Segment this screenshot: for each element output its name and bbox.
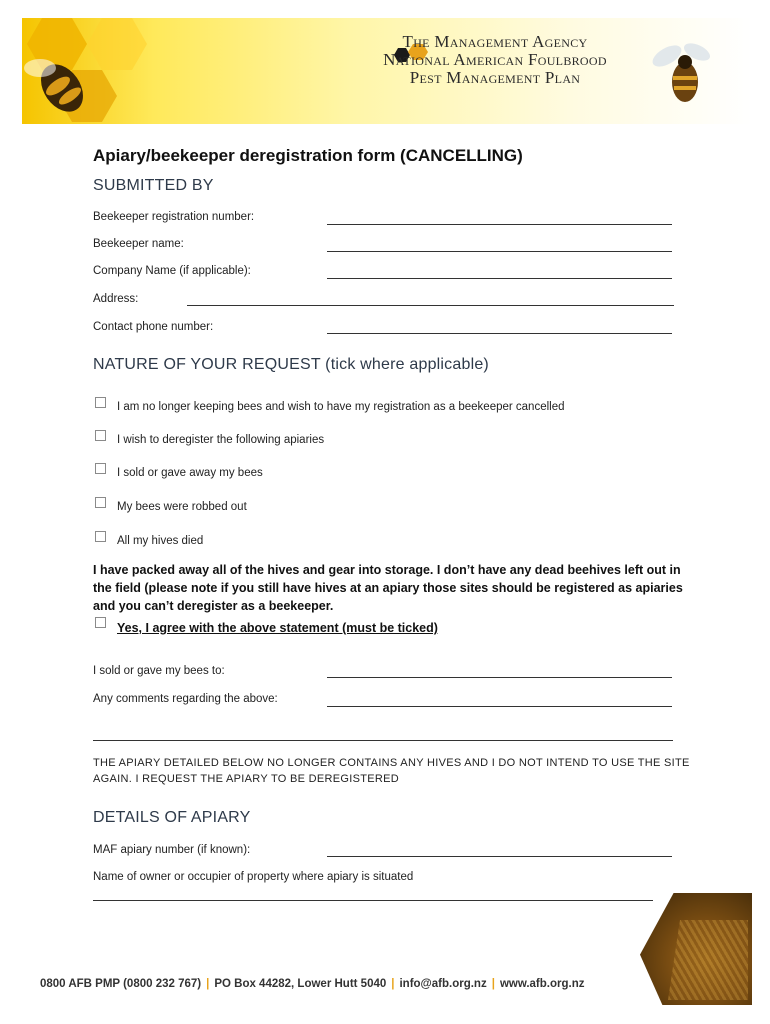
registration-number-input[interactable]	[327, 224, 672, 225]
field-label-company-name: Company Name (if applicable):	[93, 265, 251, 277]
beekeeper-name-input[interactable]	[327, 251, 672, 252]
maf-number-input[interactable]	[327, 856, 672, 857]
comments-input-line-2[interactable]	[93, 740, 673, 741]
agree-statement-label: Yes, I agree with the above statement (must be ticked)	[117, 621, 438, 635]
footer-phone: 0800 AFB PMP (0800 232 767)	[40, 978, 202, 990]
checkbox-sold-bees[interactable]	[95, 463, 106, 474]
section-heading-submitted-by: SUBMITTED BY	[93, 177, 214, 194]
brand-line-1: The Management Agency	[402, 32, 588, 51]
bee-icon	[22, 40, 92, 120]
field-label-sold-to: I sold or gave my bees to:	[93, 665, 225, 677]
storage-statement: I have packed away all of the hives and gear into storage. I don’t have any dead beehives left out in the field (please note if you still have hives at an apiary those sites should be registered as apiaries and you can’t deregister as a beekeeper.	[93, 563, 683, 613]
bee-icon	[645, 30, 725, 115]
deregistration-declaration: THE APIARY DETAILED BELOW NO LONGER CONTAINS ANY HIVES AND I DO NOT INTEND TO USE THE SITE AGAIN. I REQUEST THE APIARY TO BE DEREGISTERED	[93, 757, 690, 785]
form-title: Apiary/beekeeper deregistration form (CANCELLING)	[93, 146, 523, 165]
checkbox-label-sold-bees: I sold or gave away my bees	[117, 467, 263, 479]
checkbox-label-hives-died: All my hives died	[117, 535, 204, 547]
section-heading-request: NATURE OF YOUR REQUEST (tick where applicable)	[93, 356, 489, 373]
footer-website-link[interactable]: www.afb.org.nz	[499, 978, 585, 990]
field-label-owner: Name of owner or occupier of property where apiary is situated	[93, 871, 414, 883]
footer-separator: |	[206, 978, 210, 990]
footer-contact	[40, 978, 584, 990]
field-label-contact-phone: Contact phone number:	[93, 321, 214, 333]
checkbox-robbed-out[interactable]	[95, 497, 106, 508]
checkbox-hives-died[interactable]	[95, 531, 106, 542]
checkbox-cancel-registration[interactable]	[95, 397, 106, 408]
field-label-beekeeper-name: Beekeeper name:	[93, 238, 184, 250]
checkbox-agree-statement[interactable]	[95, 617, 106, 628]
honeycomb-photo-texture	[668, 920, 748, 1000]
field-label-maf-number: MAF apiary number (if known):	[93, 844, 251, 856]
brand-line-2: National American Foulbrood	[383, 50, 607, 69]
section-heading-apiary-details: DETAILS OF APIARY	[93, 809, 251, 826]
checkbox-deregister-apiaries[interactable]	[95, 430, 106, 441]
comments-input[interactable]	[327, 706, 672, 707]
checkbox-label-robbed-out: My bees were robbed out	[117, 501, 247, 513]
footer-email-link[interactable]: info@afb.org.nz	[399, 978, 487, 990]
footer-po-box: PO Box 44282, Lower Hutt 5040	[214, 978, 387, 990]
field-label-comments: Any comments regarding the above:	[93, 693, 278, 705]
footer-separator: |	[391, 978, 395, 990]
checkbox-label-cancel-registration: I am no longer keeping bees and wish to have my registration as a beekeeper cancelled	[117, 401, 565, 413]
field-label-registration-number: Beekeeper registration number:	[93, 211, 255, 223]
brand-title	[370, 33, 620, 87]
brand-line-3: Pest Management Plan	[409, 68, 581, 87]
sold-to-input[interactable]	[327, 677, 672, 678]
company-name-input[interactable]	[327, 278, 672, 279]
footer-separator: |	[491, 978, 495, 990]
owner-input[interactable]	[93, 900, 653, 901]
contact-phone-input[interactable]	[327, 333, 672, 334]
checkbox-label-deregister-apiaries: I wish to deregister the following apiaries	[117, 434, 325, 446]
field-label-address: Address:	[93, 293, 139, 305]
address-input[interactable]	[187, 305, 674, 306]
